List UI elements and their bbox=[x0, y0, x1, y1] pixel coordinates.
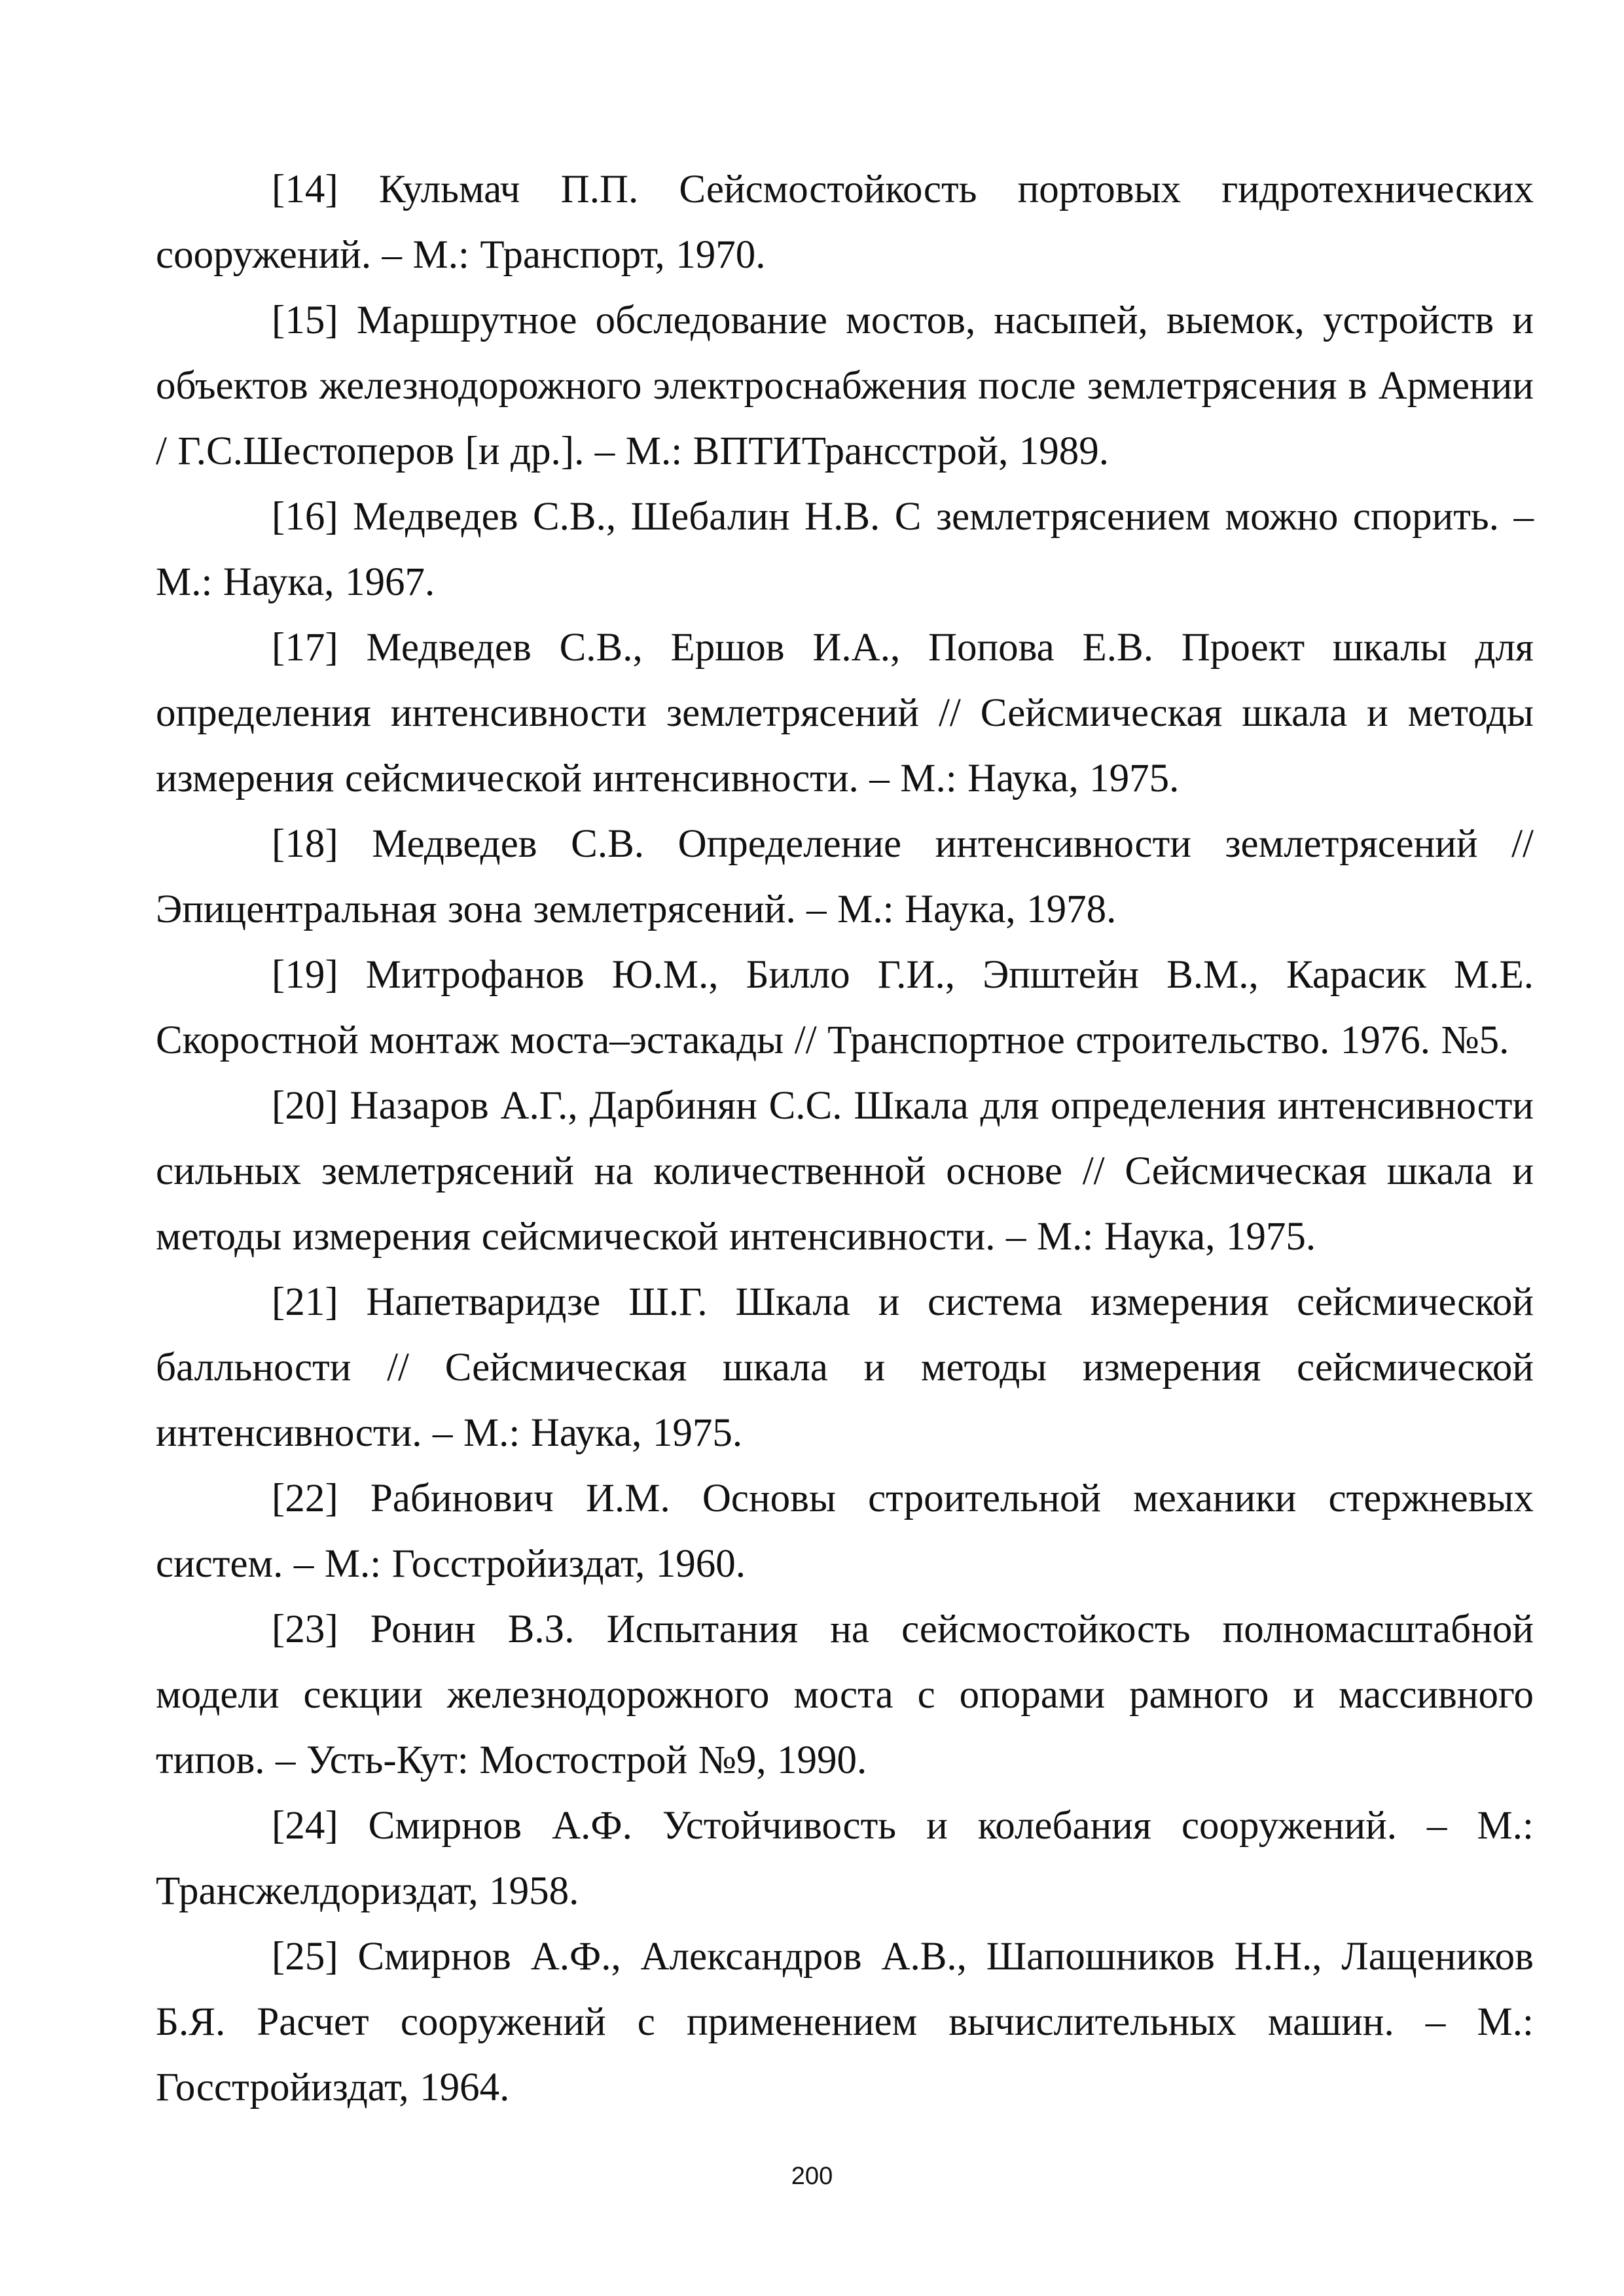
reference-text: Маршрутное обследование мостов, насыпей, выемок, устройств и объектов железнодорожного электроснабжения после землетрясения в Армении / Г.С.Шестоперов [и др.]. – М.: ВПТИТрансстрой, 1989. bbox=[156, 298, 1534, 473]
reference-number: [15] bbox=[272, 298, 338, 342]
reference-number: [17] bbox=[272, 626, 338, 670]
reference-number: [24] bbox=[272, 1804, 338, 1848]
reference-text: Медведев С.В. Определение интенсивности землетрясений // Эпицентральная зона землетрясений. – М.: Наука, 1978. bbox=[156, 822, 1534, 931]
reference-item bbox=[156, 1793, 1534, 1924]
reference-item bbox=[156, 1924, 1534, 2121]
reference-number: [21] bbox=[272, 1280, 338, 1324]
reference-item bbox=[156, 1466, 1534, 1597]
reference-text: Ронин В.З. Испытания на сейсмостойкость полномасштабной модели секции железнодорожного моста с опорами рамного и массивного типов. – Усть-Кут: Мостострой №9, 1990. bbox=[156, 1607, 1534, 1782]
reference-number: [14] bbox=[272, 168, 338, 211]
reference-list bbox=[156, 157, 1534, 2121]
reference-text: Напетваридзе Ш.Г. Шкала и система измерения сейсмической балльности // Сейсмическая шкала и методы измерения сейсмической интенсивности. – М.: Наука, 1975. bbox=[156, 1280, 1534, 1455]
reference-number: [22] bbox=[272, 1477, 338, 1520]
reference-text: Смирнов А.Ф., Александров А.В., Шапошников Н.Н., Лащеников Б.Я. Расчет сооружений с применением вычислительных машин. – М.: Госстройиздат, 1964. bbox=[156, 1935, 1534, 2109]
reference-number: [16] bbox=[272, 495, 338, 539]
reference-text: Назаров А.Г., Дарбинян С.С. Шкала для определения интенсивности сильных землетрясений на количественной основе // Сейсмическая шкала и методы измерения сейсмической интенсивности. – М.: Наука, 1975. bbox=[156, 1084, 1534, 1259]
page-number: 200 bbox=[791, 2162, 833, 2190]
reference-text: Рабинович И.М. Основы строительной механики стержневых систем. – М.: Госстройиздат, 1960. bbox=[156, 1477, 1534, 1586]
reference-item bbox=[156, 484, 1534, 615]
reference-text: Митрофанов Ю.М., Билло Г.И., Эпштейн В.М., Карасик М.Е. Скоростной монтаж моста–эстакады // Транспортное строительство. 1976. №5. bbox=[156, 953, 1534, 1062]
reference-number: [20] bbox=[272, 1084, 338, 1128]
reference-number: [18] bbox=[272, 822, 338, 866]
reference-text: Медведев С.В., Шебалин Н.В. С землетрясением можно спорить. – М.: Наука, 1967. bbox=[156, 495, 1534, 604]
reference-item bbox=[156, 1073, 1534, 1270]
reference-item bbox=[156, 942, 1534, 1073]
reference-item bbox=[156, 812, 1534, 942]
reference-item bbox=[156, 1597, 1534, 1793]
reference-number: [23] bbox=[272, 1607, 338, 1651]
reference-text: Кульмач П.П. Сейсмостойкость портовых гидротехнических сооружений. – М.: Транспорт, 1970. bbox=[156, 168, 1534, 277]
reference-text: Медведев С.В., Ершов И.А., Попова Е.В. Проект шкалы для определения интенсивности землетрясений // Сейсмическая шкала и методы измерения сейсмической интенсивности. – М.: Наука, 1975. bbox=[156, 626, 1534, 800]
reference-item bbox=[156, 615, 1534, 812]
reference-item bbox=[156, 157, 1534, 288]
reference-item bbox=[156, 1270, 1534, 1466]
reference-number: [19] bbox=[272, 953, 338, 997]
reference-item bbox=[156, 288, 1534, 484]
reference-text: Смирнов А.Ф. Устойчивость и колебания сооружений. – М.: Трансжелдориздат, 1958. bbox=[156, 1804, 1534, 1913]
reference-number: [25] bbox=[272, 1935, 338, 1979]
